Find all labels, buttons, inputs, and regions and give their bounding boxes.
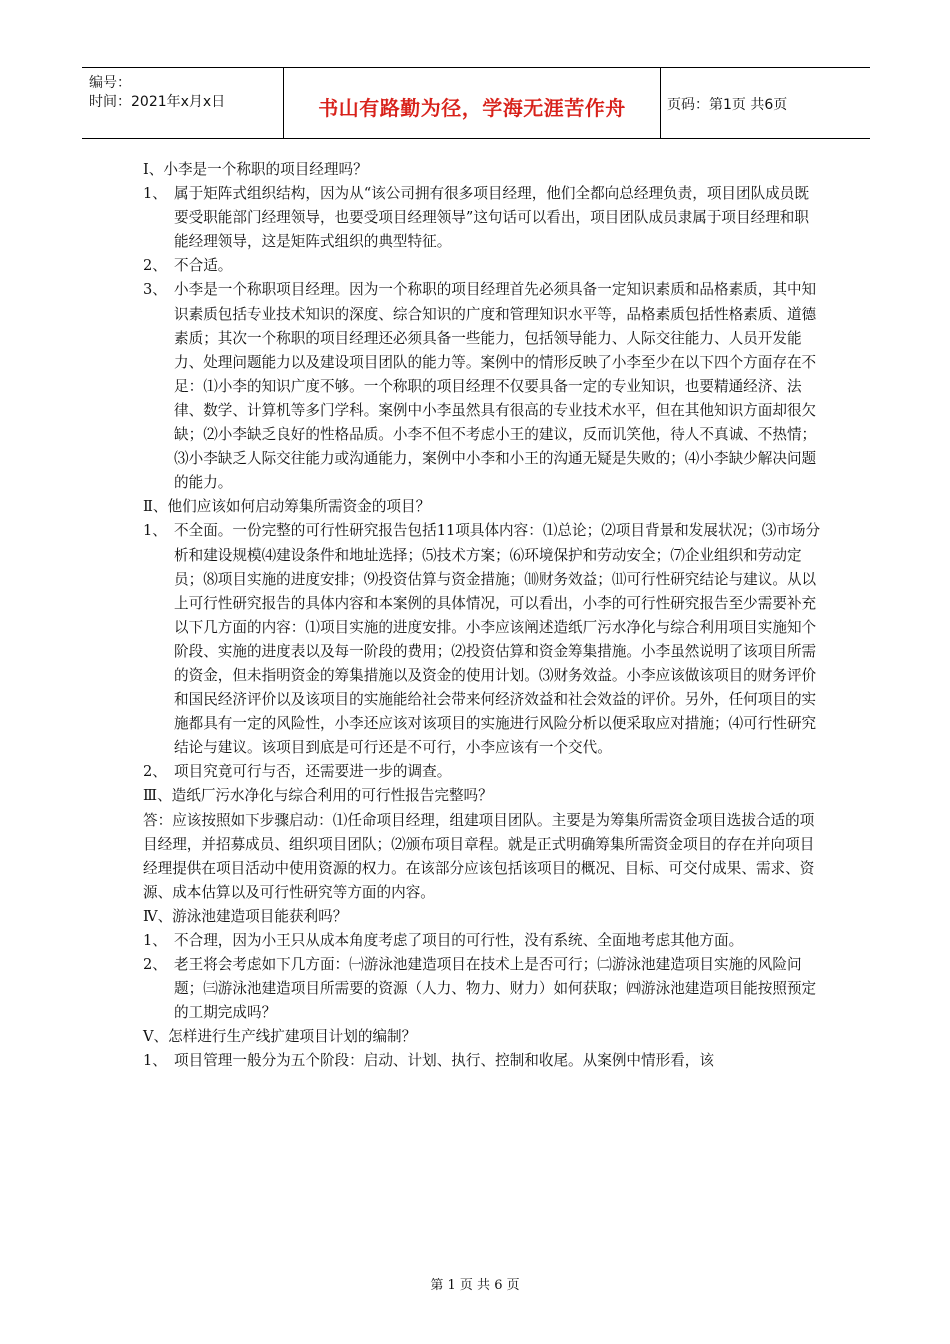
header-table bbox=[82, 67, 870, 139]
item-number: 1、 bbox=[143, 522, 167, 540]
answer-3: 答：应该按照如下步骤启动：⑴任命项目经理，组建项目团队。主要是为筹集所需资金项目选拔合适的项目经理，并招募成员、组织项目团队；⑵颁布项目章程。就是正式明确筹集所需资金项目的存在并向项目经理提供在项目活动中使用资源的权力。在该部分应该包括该项目的概况、目标、可交付成果、需求、资源、成本估算以及可行性研究等方面的内容。 bbox=[143, 811, 815, 901]
item-text: 不合理，因为小王只从成本角度考虑了项目的可行性，没有系统、全面地考虑其他方面。 bbox=[174, 932, 744, 949]
item-text: 不合适。 bbox=[174, 257, 233, 275]
question-1: Ⅰ、小李是一个称职的项目经理吗？ bbox=[143, 161, 368, 178]
header-right-cell bbox=[660, 68, 870, 138]
answer-4-1 bbox=[143, 929, 823, 953]
item-number: 3、 bbox=[143, 281, 167, 299]
question-5: Ⅴ、怎样进行生产线扩建项目计划的编制？ bbox=[143, 1028, 417, 1046]
header-left-cell bbox=[82, 68, 283, 138]
item-number: 2、 bbox=[143, 257, 167, 275]
item-number: 1、 bbox=[143, 1052, 167, 1070]
item-number: 2、 bbox=[143, 956, 167, 974]
page-footer: 第 1 页 共 6 页 bbox=[430, 1278, 520, 1293]
item-number: 2、 bbox=[143, 763, 167, 781]
motto: 书山有路勤为径，学海无涯苦作舟 bbox=[318, 96, 626, 120]
item-number: 1、 bbox=[143, 185, 167, 203]
answer-1-3 bbox=[143, 278, 823, 495]
header-center-cell bbox=[283, 68, 661, 138]
item-text: 项目管理一般分为五个阶段：启动、计划、执行、控制和收尾。从案例中情形看，该 bbox=[174, 1052, 714, 1070]
answer-1-2 bbox=[143, 254, 823, 278]
page-label: 页码：第1页 共6页 bbox=[667, 97, 788, 113]
item-text: 不全面。一份完整的可行性研究报告包括11项具体内容：⑴总论；⑵项目背景和发展状况；⑶市场分析和建设规模⑷建设条件和地址选择；⑸技术方案；⑹环境保护和劳动安全；⑺企业组织和劳动定员；⑻项目实施的进度安排；⑼投资估算与资金措施；⑽财务效益；⑾可行性研究结论与建议。从以上可行性研究报告的具体内容和本案例的具体情况，可以看出，小李的可行性研究报告至少需要补充以下几方面的内容：⑴项目实施的进度安排。小李应该阐述造纸厂污水净化与综合利用项目实施知个阶段、实施的进度表以及每一阶段的费用；⑵投资估算和资金筹集措施。小李虽然说明了该项目所需的资金，但未指明资金的筹集措施以及资金的使用计划。⑶财务效益。小李应该做该项目的财务评价和国民经济评价以及该项目的实施能给社会带来何经济效益和社会效益的评价。另外，任何项目的实施都具有一定的风险性，小李还应该对该项目的实施进行风险分析以便采取应对措施；⑷可行性研究结论与建议。该项目到底是可行还是不可行，小李应该有一个交代。 bbox=[174, 522, 821, 757]
item-text: 项目究竟可行与否，还需要进一步的调查。 bbox=[174, 763, 452, 781]
number-label: 编号： bbox=[89, 75, 131, 91]
question-4: Ⅳ、游泳池建造项目能获利吗？ bbox=[143, 907, 348, 925]
item-number: 1、 bbox=[143, 932, 167, 949]
item-text: 老王将会考虑如下几方面：㈠游泳池建造项目在技术上是否可行；㈡游泳池建造项目实施的风险问题；㈢游泳池建造项目所需要的资源（人力、物力、财力）如何获取；㈣游泳池建造项目能按照预定的工期完成吗？ bbox=[174, 956, 817, 1022]
answer-5-1 bbox=[143, 1049, 823, 1073]
answer-4-2 bbox=[143, 953, 823, 1025]
answer-2-2 bbox=[143, 760, 823, 784]
document-body bbox=[143, 158, 823, 1074]
date-label: 时间：2021年x月x日 bbox=[89, 94, 226, 110]
answer-2-1 bbox=[143, 519, 823, 760]
question-2: Ⅱ、他们应该如何启动筹集所需资金的项目？ bbox=[143, 498, 431, 516]
answer-1-1 bbox=[143, 182, 823, 254]
item-text: 小李是一个称职项目经理。因为一个称职的项目经理首先必须具备一定知识素质和品格素质，其中知识素质包括专业技术知识的深度、综合知识的广度和管理知识水平等，品格素质包括性格素质、道德素质；其次一个称职的项目经理还必须具备一些能力，包括领导能力、人际交往能力、人员开发能力、处理问题能力以及建设项目团队的能力等。案例中的情形反映了小李至少在以下四个方面存在不足：⑴小李的知识广度不够。一个称职的项目经理不仅要具备一定的专业知识，也要精通经济、法律、数学、计算机等多门学科。案例中小李虽然具有很高的专业技术水平，但在其他知识方面却很欠缺；⑵小李缺乏良好的性格品质。小李不但不考虑小王的建议，反而讥笑他，待人不真诚、不热情；⑶小李缺乏人际交往能力或沟通能力，案例中小李和小王的沟通无疑是失败的；⑷小李缺少解决问题的能力。 bbox=[174, 281, 817, 492]
item-text: 属于矩阵式组织结构，因为从“该公司拥有很多项目经理，他们全都向总经理负责，项目团队成员既要受职能部门经理领导，也要受项目经理领导”这句话可以看出，项目团队成员隶属于项目经理和职能经理领导，这是矩阵式组织的典型特征。 bbox=[174, 185, 809, 251]
question-3: Ⅲ、造纸厂污水净化与综合利用的可行性报告完整吗？ bbox=[143, 787, 493, 805]
